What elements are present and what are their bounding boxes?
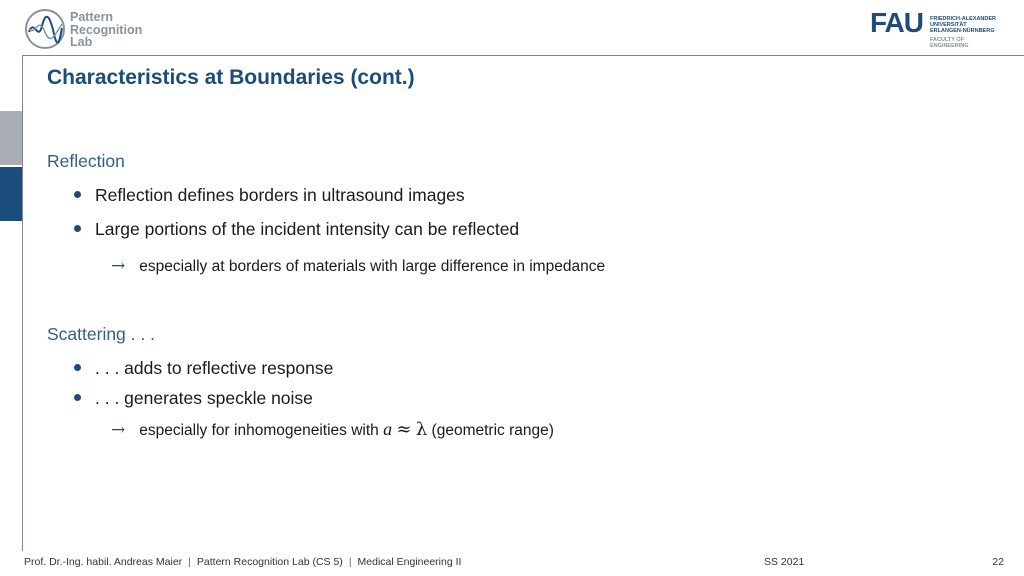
sub-point [111, 256, 605, 276]
sub-point-text: especially at borders of materials with large difference in impedance [139, 258, 606, 275]
lab-logo-icon [24, 8, 66, 50]
pattern-recognition-lab-logo [24, 8, 164, 52]
footer-term: SS 2021 [764, 556, 805, 568]
bullet-item [74, 358, 333, 379]
footer-page-number: 22 [992, 556, 1004, 568]
sub-point-text: especially for inhomogeneities with [139, 422, 379, 439]
footer-separator: | [188, 556, 191, 568]
right-arrow-icon: → [111, 256, 126, 276]
fau-logo-word: FAU [870, 7, 923, 38]
math-variable-a: a [383, 419, 393, 439]
bullet-dot-icon [74, 364, 81, 371]
bullet-item [74, 185, 465, 206]
bullet-text: . . . adds to reflective response [95, 358, 334, 378]
fau-logo-faculty: FACULTY OF ENGINEERING [930, 36, 969, 49]
fau-logo-line: FRIEDRICH-ALEXANDER [930, 16, 996, 22]
lab-logo-line: Pattern [70, 10, 114, 24]
fau-logo-line: ERLANGEN-NÜRNBERG [930, 28, 995, 35]
lab-logo-text [70, 11, 142, 49]
footer-author: Prof. Dr.-Ing. habil. Andreas Maier [24, 556, 183, 568]
bullet-text: Reflection defines borders in ultrasound images [95, 185, 465, 205]
section-heading-scattering: Scattering . . . [47, 324, 155, 344]
slide-title: Characteristics at Boundaries (cont.) [47, 66, 415, 89]
bullet-dot-icon [74, 394, 81, 401]
section-marker-active [0, 167, 22, 221]
fau-logo [870, 7, 996, 49]
fau-logo-subtitle [930, 16, 996, 49]
footer-info [24, 556, 461, 568]
lab-logo-line: Recognition [70, 22, 143, 37]
sub-point-suffix: (geometric range) [431, 422, 554, 439]
section-marker-inactive [0, 111, 22, 165]
math-lambda-symbol: λ [415, 419, 428, 440]
math-approx-symbol: ≈ [396, 419, 412, 440]
sub-point [111, 419, 554, 440]
fau-logo-line: UNIVERSITÄT [930, 22, 967, 29]
right-arrow-icon: → [111, 420, 126, 440]
bullet-dot-icon [74, 225, 81, 232]
bullet-text: . . . generates speckle noise [95, 388, 313, 408]
bullet-text: Large portions of the incident intensity can be reflected [95, 219, 520, 239]
footer-separator: | [348, 556, 352, 568]
slide-frame [22, 55, 1024, 551]
footer-lab: Pattern Recognition Lab (CS 5) [196, 556, 343, 568]
bullet-item [74, 219, 519, 240]
bullet-dot-icon [74, 191, 81, 198]
lab-logo-line: Lab [70, 35, 93, 49]
bullet-item [74, 388, 313, 409]
footer-course: Medical Engineering II [357, 556, 462, 568]
section-heading-reflection: Reflection [47, 151, 125, 171]
